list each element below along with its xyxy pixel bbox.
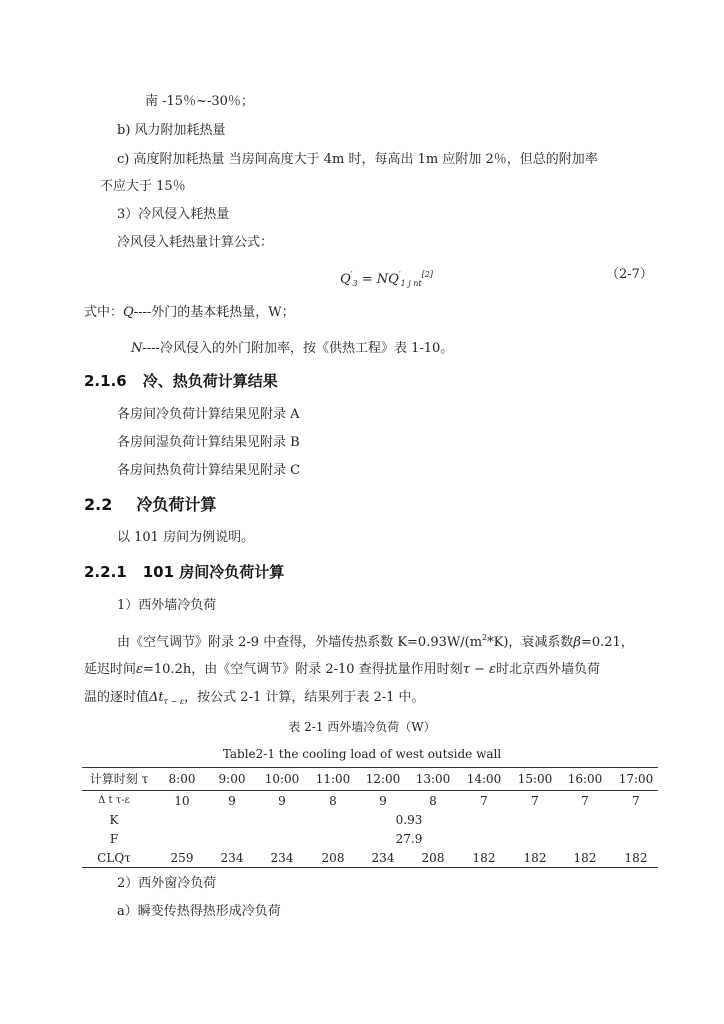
- table-caption-cn: 表 2-1 西外墙冷负荷（W）: [288, 720, 436, 734]
- table-cell: 234: [270, 851, 294, 865]
- table-cell: 182: [523, 851, 547, 865]
- west-wall-text-c: =0.21，: [580, 635, 634, 650]
- west-wall-title: 1）西外墙冷负荷: [117, 598, 217, 613]
- table-cell: 182: [573, 851, 597, 865]
- table-cell: 9: [228, 794, 236, 808]
- table-cell: 259: [170, 851, 194, 865]
- table-row-label: CLQτ: [97, 851, 131, 865]
- list-item: 各房间热负荷计算结果见附录 C: [117, 463, 301, 478]
- formula-citation: [2]: [421, 270, 434, 279]
- definition-n-symbol: N: [131, 341, 143, 356]
- table-header-time: 13:00: [415, 772, 451, 786]
- table-cell: 9: [278, 794, 286, 808]
- table-cell: 8: [429, 794, 437, 808]
- paragraph-south: 南 -15％~-30％；: [145, 94, 254, 109]
- west-wall-delta: Δt: [149, 690, 164, 705]
- table-cell: 7: [531, 794, 539, 808]
- paragraph-wind: b) 风力附加耗热量: [117, 123, 226, 138]
- table-cell: 8: [329, 794, 337, 808]
- west-wall-text-c: 时北京西外墙负荷: [496, 662, 601, 677]
- table-header-time: 9:00: [218, 772, 246, 786]
- west-wall-epsilon: ε: [136, 662, 143, 677]
- table-row-label: K: [109, 813, 119, 827]
- section-number: 2.2: [84, 495, 113, 514]
- west-wall-text: 由《空气调节》附录 2-9 中查得，外墙传热系数 K=0.93W/(m: [117, 635, 483, 650]
- definition-n-text: ----冷风侵入的外门附加率，按《供热工程》表 1-10。: [142, 341, 454, 356]
- formula-lhs: Q: [340, 272, 351, 287]
- west-wall-tau: τ − ε: [462, 662, 497, 677]
- west-wall-text-b: ，按公式 2-1 计算，结果列于表 2-1 中。: [184, 690, 425, 705]
- definition-q-symbol: Q: [123, 305, 134, 320]
- table-header-time: 16:00: [567, 772, 603, 786]
- instant-heat-title: a）瞬变传热得热形成冷负荷: [117, 904, 281, 919]
- paragraph-height-2: 不应大于 15％: [100, 179, 186, 194]
- formula-rhs-sub: 1 j nt: [400, 279, 422, 288]
- paragraph-height-1: c) 高度附加耗热量 当房间高度大于 4m 时，每高出 1m 应附加 2％，但总的附加率: [117, 152, 598, 167]
- table-header-time: 12:00: [365, 772, 401, 786]
- table-header-time: 15:00: [517, 772, 553, 786]
- section-number: 2.2.1: [84, 563, 127, 581]
- formula-rhs: NQ: [376, 272, 399, 287]
- table-row-label: Δ t τ-ε: [98, 795, 130, 806]
- table-row-label: F: [109, 832, 119, 846]
- formula-lhs-sub: 3: [352, 279, 358, 288]
- west-window-title: 2）西外窗冷负荷: [117, 876, 217, 891]
- table-cell: 234: [220, 851, 244, 865]
- formula-equals: =: [357, 272, 377, 287]
- table-header-time: 14:00: [466, 772, 502, 786]
- section-number: 2.1.6: [84, 372, 127, 390]
- west-wall-text: 延迟时间: [84, 662, 137, 677]
- formula-lhs-prime: ′: [350, 270, 353, 279]
- list-item: 各房间冷负荷计算结果见附录 A: [117, 407, 300, 422]
- definition-prefix: 式中：: [84, 305, 124, 320]
- west-wall-delta-sub: τ − ε: [163, 697, 185, 706]
- table-cell: 9: [379, 794, 387, 808]
- table-cell: 234: [371, 851, 395, 865]
- west-wall-beta: β: [573, 635, 581, 650]
- west-wall-text-b: *K)，衰减系数: [487, 635, 574, 650]
- west-wall-sup: 2: [482, 633, 488, 642]
- list-item: 各房间湿负荷计算结果见附录 B: [117, 435, 300, 450]
- table-cell: 7: [480, 794, 488, 808]
- section-2-2-intro: 以 101 房间为例说明。: [117, 530, 255, 545]
- table-cell: 7: [632, 794, 640, 808]
- section-title: 冷、热负荷计算结果: [142, 372, 278, 390]
- table-cell: 208: [321, 851, 345, 865]
- west-wall-text-b: =10.2h，由《空气调节》附录 2-10 查得扰量作用时刻: [143, 662, 463, 677]
- paragraph-infiltration-title: 3）冷风侵入耗热量: [117, 207, 230, 222]
- table-header-time: 10:00: [264, 772, 300, 786]
- table-header-time: 8:00: [168, 772, 196, 786]
- table-header-time: 11:00: [315, 772, 351, 786]
- formula-number: （2-7）: [606, 267, 653, 282]
- table-header-time: 17:00: [618, 772, 654, 786]
- table-cell: 0.93: [395, 813, 423, 827]
- definition-q-text: ----外门的基本耗热量，W；: [133, 305, 295, 320]
- table-cell: 27.9: [395, 832, 423, 846]
- section-title: 101 房间冷负荷计算: [142, 563, 285, 581]
- table-header-label: 计算时刻 τ: [89, 772, 149, 786]
- table-cell: 208: [421, 851, 445, 865]
- west-wall-text: 温的逐时值: [84, 690, 150, 705]
- table-cell: 182: [472, 851, 496, 865]
- table-caption-en: Table2-1 the cooling load of west outside wall: [222, 747, 502, 761]
- formula-rhs-prime: ′: [398, 270, 401, 279]
- table-cell: 182: [624, 851, 648, 865]
- section-title: 冷负荷计算: [136, 495, 217, 514]
- table-cell: 10: [174, 794, 190, 808]
- table-cell: 7: [581, 794, 589, 808]
- paragraph-infiltration-intro: 冷风侵入耗热量计算公式：: [117, 235, 274, 250]
